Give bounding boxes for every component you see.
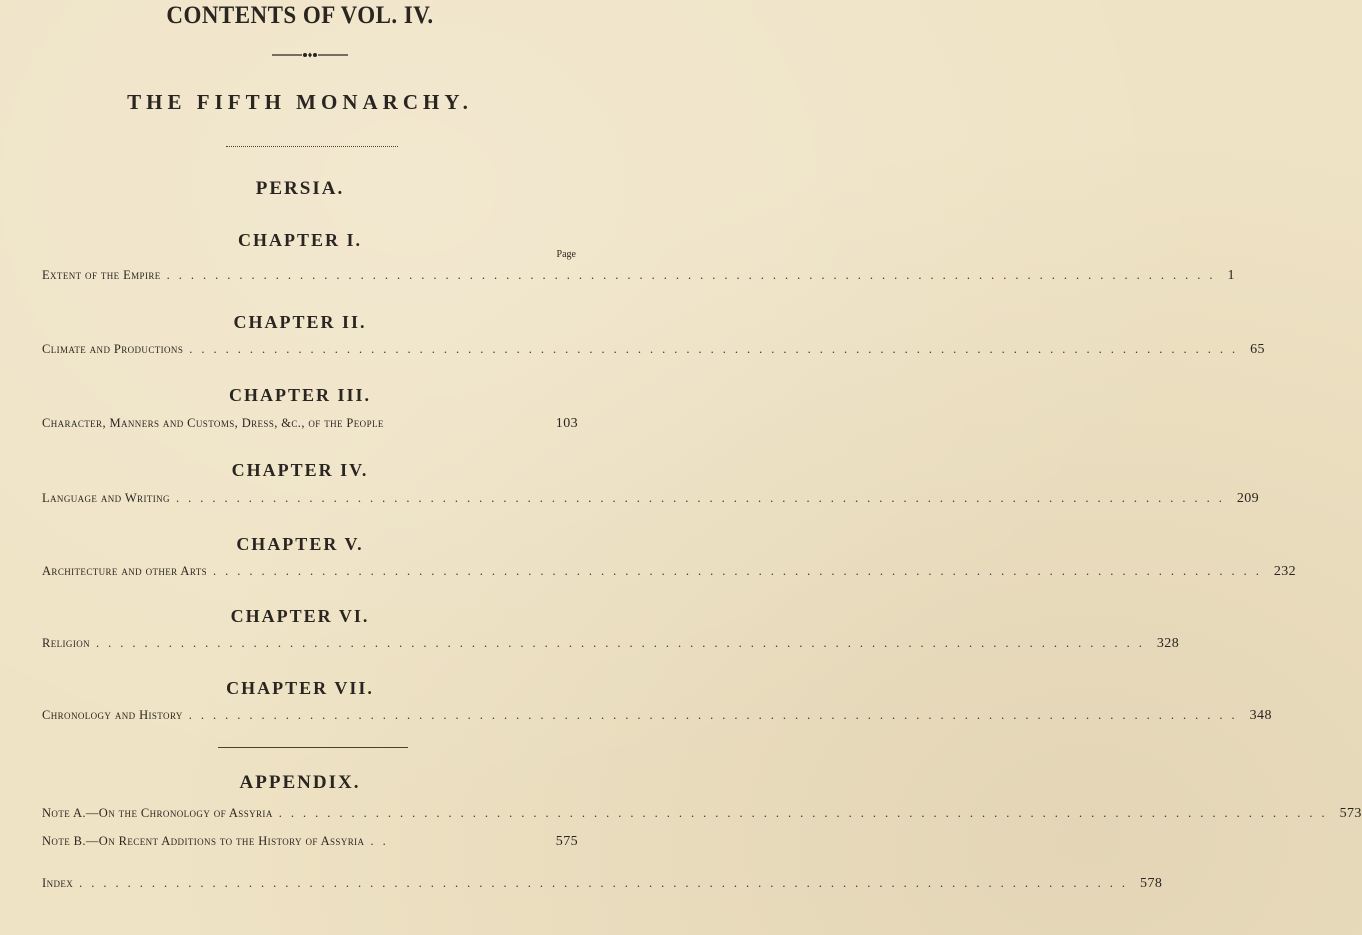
dot-leader: ....................................................................................... bbox=[189, 342, 1245, 356]
chapter-heading: CHAPTER VI. bbox=[230, 606, 370, 626]
toc-entry[interactable] bbox=[42, 636, 1180, 654]
chapter-heading: CHAPTER IV. bbox=[231, 460, 369, 480]
chapter-heading: CHAPTER VII. bbox=[226, 678, 374, 698]
toc-entry[interactable] bbox=[42, 491, 1260, 509]
title-ornament bbox=[272, 50, 348, 60]
toc-entry-page: 65 bbox=[1250, 342, 1265, 357]
dot-leader: ....................................................................................... bbox=[213, 564, 1268, 578]
dot-leader: ....................................................................................... bbox=[188, 708, 1244, 722]
dot-leader: ....................................................................................... bbox=[166, 268, 1222, 282]
toc-entry[interactable] bbox=[42, 876, 1163, 894]
toc-entry-title: Index bbox=[42, 876, 74, 890]
toc-entry-page: 209 bbox=[1236, 491, 1260, 506]
toc-entry-title: Chronology and History bbox=[42, 708, 183, 722]
toc-entry-title: Religion bbox=[42, 636, 91, 650]
toc-entry[interactable] bbox=[42, 416, 578, 434]
toc-entry-title: Extent of the Empire bbox=[42, 268, 161, 282]
chapter-heading: CHAPTER V. bbox=[236, 534, 364, 554]
toc-entry-title: Climate and Productions bbox=[42, 342, 184, 356]
toc-entry-title: Note B.—On Recent Additions to the History of Assyria bbox=[42, 834, 365, 848]
toc-entry[interactable] bbox=[42, 268, 1235, 286]
toc-entry-page: 348 bbox=[1249, 708, 1272, 723]
page-title: CONTENTS OF VOL. IV. bbox=[166, 2, 434, 29]
toc-entry-page: 578 bbox=[1140, 876, 1163, 891]
toc-entry-page: 328 bbox=[1156, 636, 1180, 651]
dot-leader: ....................................................................................... bbox=[79, 876, 1135, 890]
section-title: PERSIA. bbox=[255, 178, 345, 199]
subtitle-divider bbox=[226, 146, 398, 147]
toc-entry[interactable] bbox=[42, 708, 1272, 726]
toc-entry-page: 575 bbox=[555, 834, 578, 849]
toc-entry[interactable] bbox=[42, 564, 1297, 582]
dot-leader: ....................................................................................... bbox=[175, 491, 1231, 505]
chapter-heading: CHAPTER III. bbox=[228, 385, 372, 405]
toc-entry[interactable] bbox=[42, 834, 578, 852]
appendix-divider bbox=[218, 747, 408, 748]
dot-leader: .. bbox=[370, 834, 395, 848]
volume-subtitle: THE FIFTH MONARCHY. bbox=[127, 90, 473, 114]
toc-entry-title: Character, Manners and Customs, Dress, &c., of the People bbox=[42, 416, 384, 430]
toc-entry-page: 1 bbox=[1227, 268, 1235, 283]
toc-entry-title: Language and Writing bbox=[42, 491, 170, 505]
chapter-heading: CHAPTER I. bbox=[237, 230, 362, 250]
page-column-label: Page bbox=[556, 249, 576, 260]
toc-entry[interactable] bbox=[42, 342, 1265, 360]
appendix-heading: APPENDIX. bbox=[239, 772, 361, 793]
toc-entry-page: 232 bbox=[1273, 564, 1297, 579]
chapter-heading: CHAPTER II. bbox=[233, 312, 367, 332]
dot-leader: ....................................................................................... bbox=[96, 636, 1151, 650]
toc-entry[interactable] bbox=[42, 806, 1362, 824]
toc-entry-page: 103 bbox=[555, 416, 578, 431]
toc-entry-page: 573 bbox=[1339, 806, 1362, 821]
toc-entry-title: Note A.—On the Chronology of Assyria bbox=[42, 806, 273, 820]
dot-leader: ....................................................................................... bbox=[278, 806, 1334, 820]
toc-entry-title: Architecture and other Arts bbox=[42, 564, 207, 578]
